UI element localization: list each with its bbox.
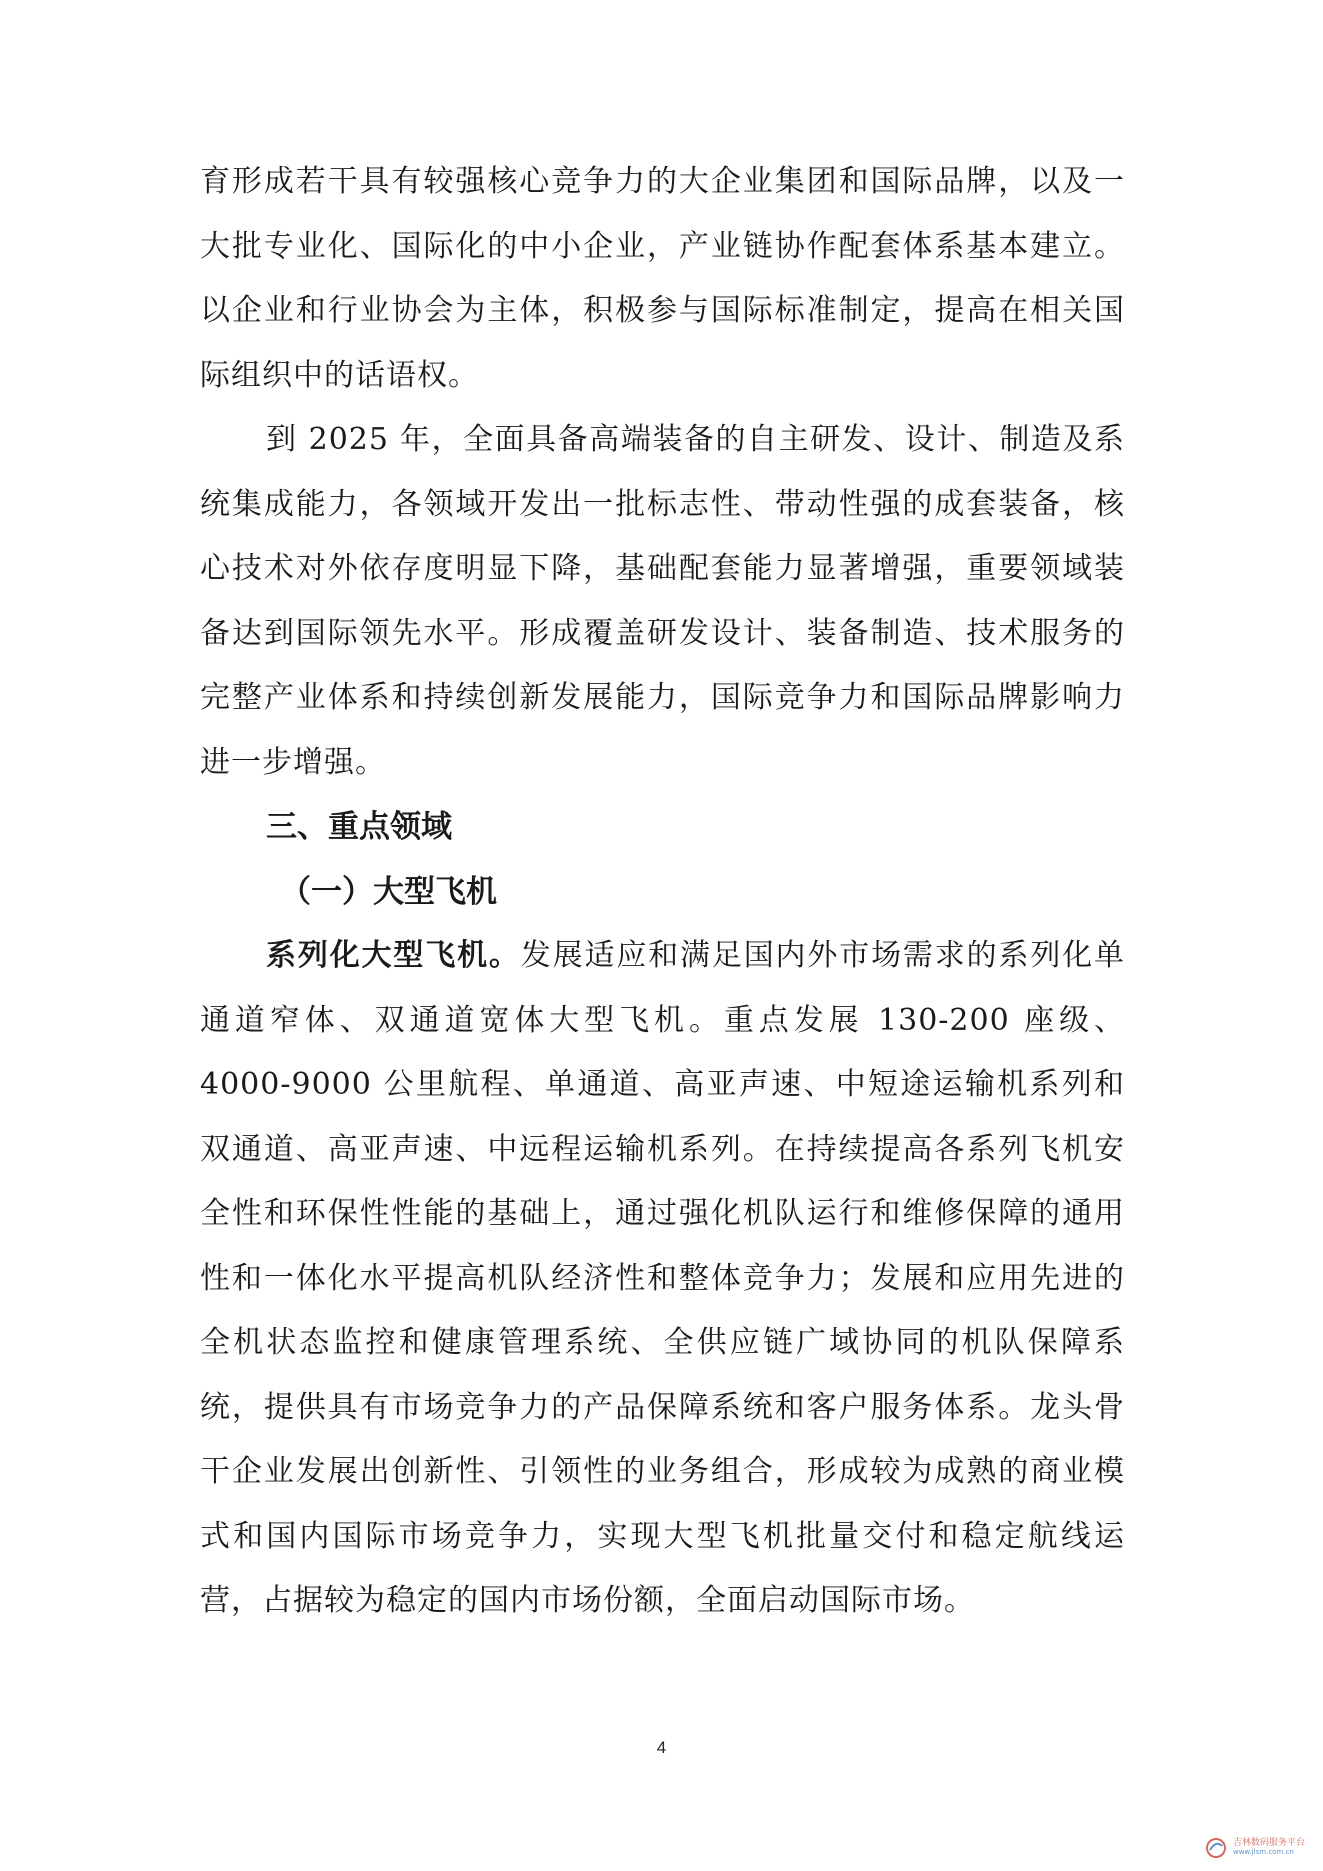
watermark-text	[1233, 1839, 1305, 1857]
paragraph-large-aircraft	[200, 924, 1125, 1634]
circular-logo-icon	[1205, 1837, 1227, 1859]
page-number: 4	[656, 1738, 667, 1757]
document-body	[200, 150, 1125, 1634]
watermark-title: 吉林数码服务平台	[1232, 1838, 1305, 1849]
paragraph-2025-goals: 到 2025 年，全面具备高端装备的自主研发、设计、制造及系统集成能力，各领域开发出一批标志性、带动性强的成套装备，核心技术对外依存度明显下降，基础配套能力显著增强，重要领域装备达到国际领先水平。形成覆盖研发设计、装备制造、技术服务的完整产业体系和持续创新发展能力，国际竞争力和国际品牌影响力进一步增强。	[200, 422, 1125, 780]
subsection-heading: （一）大型飞机	[280, 873, 497, 910]
paragraph-continuation: 育形成若干具有较强核心竞争力的大企业集团和国际品牌，以及一大批专业化、国际化的中小企业，产业链协作配套体系基本建立。以企业和行业协会为主体，积极参与国际标准制定，提高在相关国际组织中的话语权。	[200, 164, 1125, 393]
section-heading: 三、重点领域	[266, 809, 452, 845]
watermark	[1205, 1837, 1305, 1859]
watermark-url: www.jlsm.com.cn	[1232, 1848, 1294, 1857]
paragraph-body-text: 发展适应和满足国内外市场需求的系列化单通道窄体、双通道宽体大型飞机。重点发展 130-200 座级、4000-9000 公里航程、单通道、高亚声速、中短途运输机系列和双通道、高亚声速、中远程运输机系列。在持续提高各系列飞机安全性和环保性性能的基础上，通过强化机队运行和维修保障的通用性和一体化水平提高机队经济性和整体竞争力；发展和应用先进的全机状态监控和健康管理系统、全供应链广域协同的机队保障系统，提供具有市场竞争力的产品保障系统和客户服务体系。龙头骨干企业发展出创新性、引领性的业务组合，形成较为成熟的商业模式和国内国际市场竞争力，实现大型飞机批量交付和稳定航线运营，占据较为稳定的国内市场份额，全面启动国际市场。	[200, 938, 1126, 1618]
paragraph-lead-term: 系列化大型飞机。	[266, 938, 521, 973]
